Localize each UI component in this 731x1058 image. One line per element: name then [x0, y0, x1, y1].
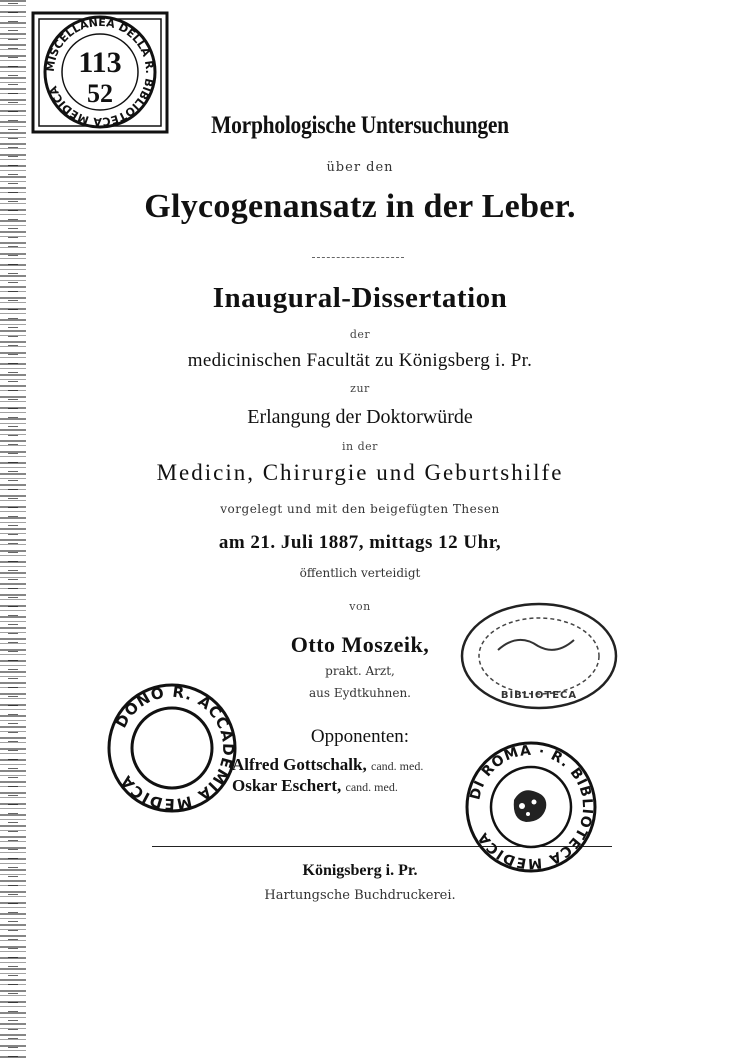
stamp-ring-text: MISCELLANEA DELLA R. BIBLIOTECA MEDICA: [43, 15, 157, 129]
oval-library-stamp: [458, 600, 620, 712]
presented-line: vorgelegt und mit den beigefügten Thesen: [220, 502, 500, 516]
oval-stamp-text: BIBLIOTECA: [500, 690, 578, 701]
academia-stamp-text: DONO R. ACCADEMIA MEDICA: [111, 682, 238, 814]
dissertation-heading: Inaugural-Dissertation: [212, 282, 508, 314]
biblioteca-round-stamp: [462, 738, 600, 876]
stamp-number-2: 52: [87, 79, 113, 108]
binding-edge-inner: [8, 0, 18, 1058]
title-line-1: Morphologische Untersuchungen: [211, 112, 509, 139]
stamp-number-1: 113: [78, 46, 122, 79]
academia-medica-stamp: [104, 680, 240, 816]
author-role: prakt. Arzt,: [325, 664, 395, 678]
opponent-1: [232, 755, 423, 775]
connector-zur: zur: [350, 382, 370, 395]
defended-line: öffentlich verteidigt: [299, 566, 421, 580]
imprint-printer: Hartungsche Buchdruckerei.: [264, 888, 456, 903]
author-origin: aus Eydtkuhnen.: [309, 686, 411, 700]
purpose-line: Erlangung der Doktorwürde: [247, 406, 473, 428]
imprint-place: Königsberg i. Pr.: [302, 862, 418, 879]
connector-der: der: [349, 328, 371, 341]
title-line-2: über den: [326, 160, 394, 175]
title-divider: [312, 257, 404, 258]
main-title: Glycogenansatz in der Leber.: [144, 188, 576, 225]
connector-in-der: in der: [342, 440, 378, 453]
opponent-2: [232, 776, 398, 796]
opponent-1-name: Alfred Gottschalk,: [232, 755, 367, 774]
faculty-line: medicinischen Facultät zu Königsberg i. Pr.: [187, 350, 533, 371]
connector-von: von: [349, 600, 371, 613]
opponent-2-name: Oskar Eschert,: [232, 776, 342, 795]
opponent-1-role: cand. med.: [371, 759, 424, 773]
opponents-label: Opponenten:: [310, 726, 410, 747]
opponent-2-role: cand. med.: [345, 780, 398, 794]
author-name: Otto Moszeik,: [290, 632, 430, 657]
date-line: am 21. Juli 1887, mittags 12 Uhr,: [218, 532, 502, 553]
biblioteca-stamp-text: DI ROMA · R. BIBLIOTECA MEDICA: [467, 742, 596, 872]
fields-line: Medicin, Chirurgie und Geburtshilfe: [156, 460, 564, 485]
